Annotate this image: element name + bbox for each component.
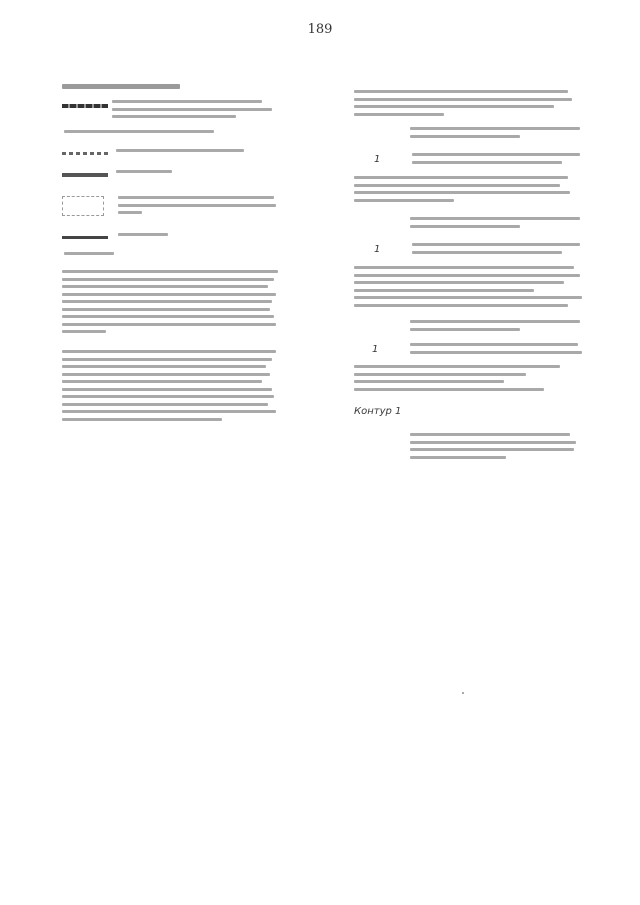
- territory-border-symbol: [62, 104, 108, 108]
- existing-symbol: [62, 152, 108, 155]
- legend-item-land-parcels: [118, 196, 278, 219]
- legend-item-parcel-borders-3: [410, 320, 582, 335]
- legend-item-parcel-borders-1: [410, 127, 582, 142]
- section-linear-object-zone: [354, 90, 576, 120]
- section-servitude-contour: [354, 365, 576, 395]
- legend-item-existing: [116, 149, 246, 157]
- section-reconstruction-zone: [354, 176, 576, 206]
- parcel-number-sample-2: 1: [374, 244, 381, 255]
- legend-item-parcel-numbers-1: [412, 153, 584, 168]
- legend-item-territory-border: [112, 100, 272, 123]
- legend-item-red-lines: [118, 233, 174, 241]
- legend-item-existing-parcel-borders: [410, 433, 580, 463]
- parcel-number-sample-3: 1: [372, 344, 379, 355]
- legend-item-parcel-numbers-2: [412, 243, 584, 258]
- section-temporary-structures-zone: [354, 266, 584, 311]
- land-parcel-symbol: [62, 196, 104, 216]
- page-number: 189: [307, 22, 333, 37]
- legend-item-parcel-borders-2: [410, 217, 582, 232]
- legend-item-parcel-numbers-3: [410, 343, 584, 358]
- scan-speck: [462, 692, 464, 694]
- notes-paragraph-isogd: [62, 350, 284, 425]
- planning-elements-heading: [64, 130, 214, 138]
- red-lines-symbol: [62, 236, 108, 239]
- legend-item-planned: [116, 170, 176, 178]
- notes-paragraph-red-lines: [62, 270, 284, 338]
- notes-heading: [64, 252, 116, 260]
- parcel-number-sample-1: 1: [374, 154, 381, 165]
- planned-symbol: [62, 173, 108, 177]
- legend-title: [62, 84, 182, 94]
- contour-label: Контур 1: [354, 406, 402, 417]
